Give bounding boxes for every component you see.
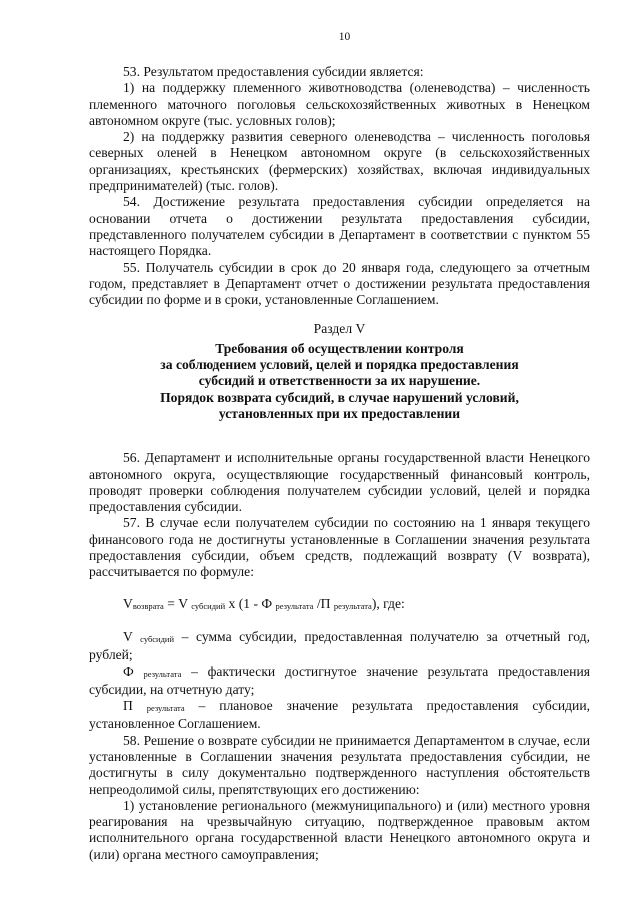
paragraph-55: 55. Получатель субсидии в срок до 20 января года, следующего за отчетным годом, представляет в Департамент отчет о достижении результата предоставления субсидии по форме и в сроки, установленные Соглашением.: [89, 259, 590, 308]
formula-mid: x (1 - Ф: [225, 595, 276, 611]
paragraph-57: 57. В случае если получателем субсидии по состоянию на 1 января текущего финансового года не достигнуты установленные в Соглашении значения результата предоставления субсидии, объем средств, подлежащий возврату (V возврата), рассчитывается по формуле:: [89, 515, 590, 580]
paragraph-58: 58. Решение о возврате субсидии не принимается Департаментом в случае, если установленные в Соглашении значения результата предоставления субсидии, не достигнуты в силу документально подтвержденного наступления обстоятельств непреодолимой силы, препятствующих его достижению:: [89, 732, 590, 797]
section-heading-line: Порядок возврата субсидий, в случае нарушений условий,: [160, 389, 519, 405]
formula-eq: = V: [163, 595, 192, 611]
definition-symbol: V: [123, 628, 133, 644]
definition-symbol: П: [123, 698, 133, 714]
definition-symbol: Ф: [123, 663, 134, 679]
definition-p-result: [89, 698, 590, 733]
definition-f-result: [89, 664, 590, 699]
definition-v-subsidy: [89, 629, 590, 664]
definition-text: – фактически достигнутое значение результата предоставления субсидии, на отчетную дату;: [89, 663, 590, 697]
definition-sub: субсидий: [140, 633, 175, 644]
section-label: Раздел V: [313, 321, 366, 337]
definition-text: – плановое значение результата предоставления субсидии, установленное Соглашением.: [89, 698, 590, 732]
formula-definitions: [89, 629, 590, 733]
formula-end: ), где:: [371, 595, 405, 611]
formula-sub-return: возврата: [132, 600, 164, 611]
formula-sub-result-2: результата: [333, 600, 372, 611]
formula-sub-result-1: результата: [275, 600, 314, 611]
formula-sub-subsidy: субсидий: [191, 600, 226, 611]
paragraph-58-item-1: 1) установление регионального (межмуниципального) и (или) местного уровня реагирования на чрезвычайную ситуацию, подтвержденное правовым актом исполнительного органа государственной власти Ненецкого автономного округа и (или) органа местного самоуправления;: [89, 797, 590, 862]
section-heading-line: за соблюдением условий, целей и порядка предоставления: [160, 357, 519, 373]
definition-sub: результата: [146, 703, 185, 714]
paragraph-54: 54. Достижение результата предоставления субсидии определяется на основании отчета о достижении результата предоставления субсидии, представленного получателем субсидии в Департамент в соответствии с пунктом 55 настоящего Порядка.: [89, 194, 590, 259]
section-heading-line: установленных при их предоставлении: [218, 405, 461, 421]
return-formula: [89, 596, 590, 614]
paragraph-56: 56. Департамент и исполнительные органы государственной власти Ненецкого автономного округа, осуществляющие государственный финансовый контроль, проводят проверки соблюдения получателем субсидии условий, целей и порядка предоставления субсидии.: [89, 450, 590, 515]
page-number: 10: [338, 31, 351, 43]
section-heading-line: субсидий и ответственности за их нарушение.: [198, 373, 481, 389]
definition-sub: результата: [143, 668, 182, 679]
section-heading-line: Требования об осуществлении контроля: [215, 340, 464, 356]
section-heading: [89, 341, 590, 422]
paragraph-53-item-1: 1) на поддержку племенного животноводства (оленеводства) – численность племенного маточного поголовья сельскохозяйственных животных в Ненецком автономном округе (тыс. условных голов);: [89, 80, 590, 128]
formula-slash: /П: [313, 595, 334, 611]
definition-text: – сумма субсидии, предоставленная получателю за отчетный год, рублей;: [89, 628, 590, 663]
formula-v: V: [123, 595, 133, 611]
paragraph-53: 53. Результатом предоставления субсидии является:: [123, 64, 424, 79]
paragraph-53-item-2: 2) на поддержку развития северного оленеводства – численность поголовья северных оленей в Ненецком автономном округе (в сельскохозяйственных организациях, крестьянских (фермерских) хозяйствах, включая индивидуальных предпринимателей) (тыс. голов).: [89, 129, 590, 194]
